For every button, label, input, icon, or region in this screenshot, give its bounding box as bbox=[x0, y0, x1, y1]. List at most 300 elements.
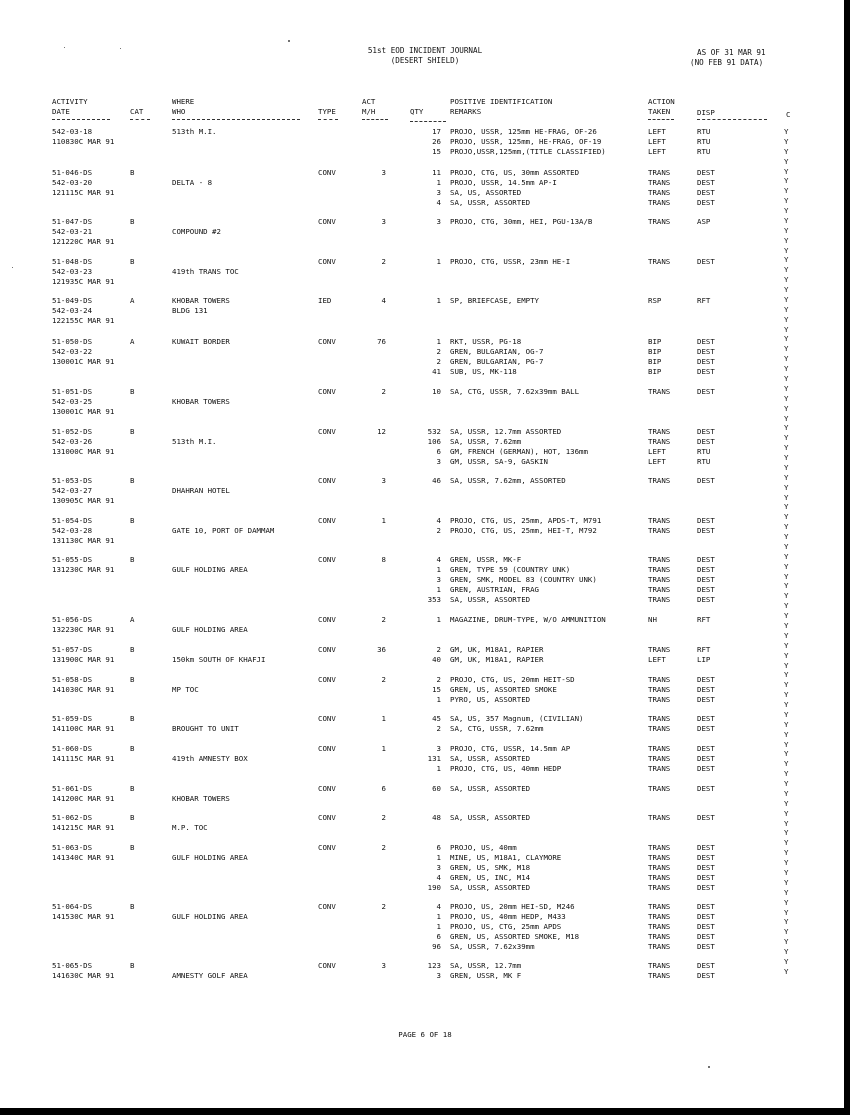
activity-date-cell: 141340C MAR 91 bbox=[52, 853, 115, 862]
activity-date-cell: 131230C MAR 91 bbox=[52, 565, 115, 574]
qty-cell: 6 bbox=[436, 843, 441, 852]
as-of-note: (NO FEB 91 DATA) bbox=[690, 58, 764, 67]
c-column-mark: Y bbox=[784, 897, 789, 907]
disposition-cell: DEST bbox=[697, 516, 715, 525]
identification-cell: RKT, USSR, PG-18 bbox=[450, 337, 522, 346]
identification-cell: SA, USSR, ASSORTED bbox=[450, 784, 531, 793]
qty-cell: 26 bbox=[432, 137, 441, 146]
page-number: PAGE 6 OF 18 bbox=[398, 1030, 452, 1039]
qty-cell: 3 bbox=[436, 457, 441, 466]
action-taken-cell: TRANS bbox=[648, 575, 671, 584]
identification-cell: PROJO, CTG, US, 20mm HEIT-SD bbox=[450, 675, 575, 684]
action-taken-cell: TRANS bbox=[648, 695, 671, 704]
type-cell: CONV bbox=[318, 813, 336, 822]
qty-cell: 1 bbox=[436, 296, 441, 305]
action-taken-cell: TRANS bbox=[648, 813, 671, 822]
header-underline bbox=[410, 121, 446, 123]
identification-cell: GREN, AUSTRIAN, FRAG bbox=[450, 585, 539, 594]
qty-cell: 3 bbox=[436, 744, 441, 753]
c-column-mark: Y bbox=[784, 858, 789, 868]
c-column-mark: Y bbox=[784, 828, 789, 838]
where-cell: KHOBAR TOWERS bbox=[172, 794, 230, 803]
c-column-mark: Y bbox=[784, 532, 789, 542]
activity-date-cell: 141115C MAR 91 bbox=[52, 754, 115, 763]
qty-cell: 2 bbox=[436, 675, 441, 684]
c-column-mark: Y bbox=[784, 739, 789, 749]
c-column-mark: Y bbox=[784, 660, 789, 670]
category-cell: B bbox=[130, 714, 135, 723]
c-column-mark: Y bbox=[784, 917, 789, 927]
qty-cell: 3 bbox=[436, 188, 441, 197]
activity-date-cell: 542-03-24 bbox=[52, 306, 93, 315]
act-mh-cell: 2 bbox=[381, 615, 386, 624]
type-cell: CONV bbox=[318, 744, 336, 753]
identification-cell: SA, USSR, 7.62mm bbox=[450, 437, 522, 446]
header-underline bbox=[648, 119, 674, 121]
header-cat: CAT bbox=[130, 107, 144, 116]
action-taken-cell: TRANS bbox=[648, 675, 671, 684]
qty-cell: 4 bbox=[436, 516, 441, 525]
act-mh-cell: 2 bbox=[381, 387, 386, 396]
activity-date-cell: 51-053-DS bbox=[52, 476, 93, 485]
act-mh-cell: 3 bbox=[381, 476, 386, 485]
action-taken-cell: LEFT bbox=[648, 655, 666, 664]
identification-cell: PROJO, CTG, USSR, 23mm HE-I bbox=[450, 257, 571, 266]
c-column-mark: Y bbox=[784, 215, 789, 225]
c-column-mark: Y bbox=[784, 492, 789, 502]
activity-date-cell: 542-03-27 bbox=[52, 486, 93, 495]
activity-date-cell: 542-03-21 bbox=[52, 227, 93, 236]
where-cell: DHAHRAN HOTEL bbox=[172, 486, 230, 495]
activity-date-cell: 121935C MAR 91 bbox=[52, 277, 115, 286]
identification-cell: PROJO, USSR, 125mm, HE-FRAG, OF-19 bbox=[450, 137, 602, 146]
activity-date-cell: 542-03-18 bbox=[52, 127, 93, 136]
qty-cell: 1 bbox=[436, 565, 441, 574]
identification-cell: GM, USSR, SA-9, GASKIN bbox=[450, 457, 548, 466]
category-cell: B bbox=[130, 516, 135, 525]
identification-cell: SA, CTG, USSR, 7.62x39mm BALL bbox=[450, 387, 580, 396]
type-cell: CONV bbox=[318, 784, 336, 793]
scan-speck bbox=[120, 48, 121, 49]
action-taken-cell: TRANS bbox=[648, 843, 671, 852]
qty-cell: 1 bbox=[436, 615, 441, 624]
type-cell: IED bbox=[318, 296, 332, 305]
activity-date-cell: 51-050-DS bbox=[52, 337, 93, 346]
identification-cell: SA, US, ASSORTED bbox=[450, 188, 522, 197]
qty-cell: 1 bbox=[436, 695, 441, 704]
qty-cell: 1 bbox=[436, 178, 441, 187]
activity-date-cell: 130001C MAR 91 bbox=[52, 357, 115, 366]
disposition-cell: RFT bbox=[697, 296, 711, 305]
c-column-mark: Y bbox=[784, 700, 789, 710]
category-cell: B bbox=[130, 813, 135, 822]
action-taken-cell: TRANS bbox=[648, 217, 671, 226]
category-cell: B bbox=[130, 902, 135, 911]
act-mh-cell: 2 bbox=[381, 843, 386, 852]
activity-date-cell: 141530C MAR 91 bbox=[52, 912, 115, 921]
disposition-cell: DEST bbox=[697, 675, 715, 684]
identification-cell: PROJO, USSR, 125mm HE-FRAG, OF-26 bbox=[450, 127, 597, 136]
activity-date-cell: 121220C MAR 91 bbox=[52, 237, 115, 246]
qty-cell: 353 bbox=[427, 595, 441, 604]
activity-date-cell: 141630C MAR 91 bbox=[52, 971, 115, 980]
header-underline bbox=[52, 119, 110, 121]
activity-date-cell: 51-046-DS bbox=[52, 168, 93, 177]
scan-speck bbox=[12, 267, 13, 268]
disposition-cell: DEST bbox=[697, 575, 715, 584]
act-mh-cell: 4 bbox=[381, 296, 386, 305]
identification-cell: PROJO, CTG, US, 25mm, APDS-T, M791 bbox=[450, 516, 602, 525]
type-cell: CONV bbox=[318, 615, 336, 624]
scan-speck bbox=[708, 1066, 710, 1068]
identification-cell: PROJO, US, 40mm HEDP, M433 bbox=[450, 912, 566, 921]
identification-cell: GREN, SMK, MODEL 83 (COUNTRY UNK) bbox=[450, 575, 597, 584]
identification-cell: SP, BRIEFCASE, EMPTY bbox=[450, 296, 539, 305]
header-taken: TAKEN bbox=[648, 107, 671, 116]
activity-date-cell: 51-059-DS bbox=[52, 714, 93, 723]
category-cell: B bbox=[130, 476, 135, 485]
act-mh-cell: 3 bbox=[381, 961, 386, 970]
where-cell: 150km SOUTH OF KHAFJI bbox=[172, 655, 266, 664]
identification-cell: SA, USSR, ASSORTED bbox=[450, 754, 531, 763]
activity-date-cell: 51-051-DS bbox=[52, 387, 93, 396]
activity-date-cell: 132230C MAR 91 bbox=[52, 625, 115, 634]
c-column-mark: Y bbox=[784, 245, 789, 255]
c-column-mark: Y bbox=[784, 225, 789, 235]
activity-date-cell: 51-064-DS bbox=[52, 902, 93, 911]
header-underline bbox=[697, 119, 767, 121]
action-taken-cell: TRANS bbox=[648, 764, 671, 773]
header-action: ACTION bbox=[648, 97, 675, 106]
c-column-mark: Y bbox=[784, 354, 789, 364]
action-taken-cell: TRANS bbox=[648, 565, 671, 574]
disposition-cell: DEST bbox=[697, 813, 715, 822]
identification-cell: PROJO, CTG, USSR, 14.5mm AP bbox=[450, 744, 571, 753]
c-column-mark: Y bbox=[784, 413, 789, 423]
disposition-cell: DEST bbox=[697, 883, 715, 892]
c-column-mark: Y bbox=[784, 472, 789, 482]
c-column-mark: Y bbox=[784, 206, 789, 216]
qty-cell: 1 bbox=[436, 585, 441, 594]
activity-date-cell: 141100C MAR 91 bbox=[52, 724, 115, 733]
as-of-date: AS OF 31 MAR 91 bbox=[697, 48, 766, 57]
action-taken-cell: TRANS bbox=[648, 387, 671, 396]
activity-date-cell: 121115C MAR 91 bbox=[52, 188, 115, 197]
c-column-mark: Y bbox=[784, 759, 789, 769]
action-taken-cell: TRANS bbox=[648, 168, 671, 177]
action-taken-cell: LEFT bbox=[648, 127, 666, 136]
identification-cell: GREN, US, ASSORTED SMOKE, M18 bbox=[450, 932, 580, 941]
c-column-mark: Y bbox=[784, 818, 789, 828]
identification-cell: PROJO, US, 20mm HEI-SD, M246 bbox=[450, 902, 575, 911]
action-taken-cell: TRANS bbox=[648, 744, 671, 753]
action-taken-cell: TRANS bbox=[648, 526, 671, 535]
action-taken-cell: TRANS bbox=[648, 645, 671, 654]
c-column-mark: Y bbox=[784, 769, 789, 779]
disposition-cell: DEST bbox=[697, 922, 715, 931]
action-taken-cell: TRANS bbox=[648, 912, 671, 921]
type-cell: CONV bbox=[318, 714, 336, 723]
identification-cell: SA, US, 357 Magnum, (CIVILIAN) bbox=[450, 714, 584, 723]
action-taken-cell: TRANS bbox=[648, 961, 671, 970]
disposition-cell: DEST bbox=[697, 188, 715, 197]
identification-cell: SA, USSR, ASSORTED bbox=[450, 595, 531, 604]
identification-cell: MINE, US, M18A1, CLAYMORE bbox=[450, 853, 562, 862]
action-taken-cell: LEFT bbox=[648, 147, 666, 156]
disposition-cell: DEST bbox=[697, 168, 715, 177]
disposition-cell: RFT bbox=[697, 645, 711, 654]
action-taken-cell: TRANS bbox=[648, 516, 671, 525]
act-mh-cell: 2 bbox=[381, 813, 386, 822]
c-column-mark: Y bbox=[784, 364, 789, 374]
header-positive-id: POSITIVE IDENTIFICATION bbox=[450, 97, 553, 106]
activity-date-cell: 51-058-DS bbox=[52, 675, 93, 684]
disposition-cell: RTU bbox=[697, 137, 711, 146]
activity-date-cell: 131130C MAR 91 bbox=[52, 536, 115, 545]
qty-cell: 123 bbox=[427, 961, 441, 970]
action-taken-cell: BIP bbox=[648, 357, 662, 366]
activity-date-cell: 542-03-23 bbox=[52, 267, 93, 276]
identification-cell: MAGAZINE, DRUM-TYPE, W/O AMMUNITION bbox=[450, 615, 606, 624]
c-column-mark: Y bbox=[784, 650, 789, 660]
where-cell: COMPOUND #2 bbox=[172, 227, 221, 236]
disposition-cell: DEST bbox=[697, 257, 715, 266]
action-taken-cell: TRANS bbox=[648, 585, 671, 594]
type-cell: CONV bbox=[318, 257, 336, 266]
header-who: WHO bbox=[172, 107, 186, 116]
disposition-cell: RTU bbox=[697, 127, 711, 136]
category-cell: B bbox=[130, 217, 135, 226]
c-column-mark: Y bbox=[784, 719, 789, 729]
action-taken-cell: TRANS bbox=[648, 883, 671, 892]
c-column-mark: Y bbox=[784, 848, 789, 858]
activity-date-cell: 130001C MAR 91 bbox=[52, 407, 115, 416]
identification-cell: GM, UK, M18A1, RAPIER bbox=[450, 655, 544, 664]
disposition-cell: DEST bbox=[697, 585, 715, 594]
disposition-cell: DEST bbox=[697, 476, 715, 485]
header-c: C bbox=[786, 110, 791, 119]
identification-cell: PROJO, CTG, US, 40mm HEDP bbox=[450, 764, 562, 773]
action-taken-cell: TRANS bbox=[648, 853, 671, 862]
c-column-mark: Y bbox=[784, 551, 789, 561]
c-column-mark: Y bbox=[784, 907, 789, 917]
header-underline bbox=[362, 119, 388, 121]
where-cell: BROUGHT TO UNIT bbox=[172, 724, 239, 733]
qty-cell: 15 bbox=[432, 685, 441, 694]
c-column-mark: Y bbox=[784, 176, 789, 186]
identification-cell: PROJO, CTG, 30mm, HEI, PGU-13A/B bbox=[450, 217, 593, 226]
qty-cell: 2 bbox=[436, 645, 441, 654]
type-cell: CONV bbox=[318, 516, 336, 525]
header-mh: M/H bbox=[362, 107, 376, 116]
qty-cell: 1 bbox=[436, 922, 441, 931]
c-column-mark: Y bbox=[784, 956, 789, 966]
c-column-mark: Y bbox=[784, 146, 789, 156]
qty-cell: 2 bbox=[436, 724, 441, 733]
disposition-cell: DEST bbox=[697, 912, 715, 921]
act-mh-cell: 6 bbox=[381, 784, 386, 793]
disposition-cell: DEST bbox=[697, 784, 715, 793]
identification-cell: PROJO,USSR,125mm,(TITLE CLASSIFIED) bbox=[450, 147, 606, 156]
c-column-mark: Y bbox=[784, 868, 789, 877]
c-column-mark: Y bbox=[784, 285, 789, 295]
identification-cell: GREN, US, ASSORTED SMOKE bbox=[450, 685, 557, 694]
type-cell: CONV bbox=[318, 902, 336, 911]
c-column-mark: Y bbox=[784, 709, 789, 719]
activity-date-cell: 542-03-28 bbox=[52, 526, 93, 535]
disposition-cell: DEST bbox=[697, 695, 715, 704]
act-mh-cell: 3 bbox=[381, 168, 386, 177]
qty-cell: 45 bbox=[432, 714, 441, 723]
type-cell: CONV bbox=[318, 645, 336, 654]
action-taken-cell: TRANS bbox=[648, 178, 671, 187]
action-taken-cell: TRANS bbox=[648, 724, 671, 733]
disposition-cell: RTU bbox=[697, 457, 711, 466]
header-date: DATE bbox=[52, 107, 70, 116]
qty-cell: 3 bbox=[436, 217, 441, 226]
c-column-mark: Y bbox=[784, 887, 789, 897]
header-where: WHERE bbox=[172, 97, 195, 106]
identification-cell: GREN, USSR, MK-F bbox=[450, 555, 522, 564]
action-taken-cell: TRANS bbox=[648, 257, 671, 266]
c-column-mark: Y bbox=[784, 136, 789, 146]
category-cell: B bbox=[130, 744, 135, 753]
action-taken-cell: TRANS bbox=[648, 922, 671, 931]
disposition-cell: DEST bbox=[697, 932, 715, 941]
c-column-mark: Y bbox=[784, 581, 789, 591]
action-taken-cell: TRANS bbox=[648, 555, 671, 564]
c-column-mark: Y bbox=[784, 482, 789, 492]
identification-cell: SA, USSR, 7.62x39mm bbox=[450, 942, 535, 951]
qty-cell: 1 bbox=[436, 912, 441, 921]
category-cell: B bbox=[130, 645, 135, 654]
category-cell: A bbox=[130, 337, 135, 346]
disposition-cell: DEST bbox=[697, 754, 715, 763]
action-taken-cell: TRANS bbox=[648, 863, 671, 872]
activity-date-cell: 51-054-DS bbox=[52, 516, 93, 525]
identification-cell: SA, CTG, USSR, 7.62mm bbox=[450, 724, 544, 733]
qty-cell: 3 bbox=[436, 575, 441, 584]
c-column-mark: Y bbox=[784, 502, 789, 512]
category-cell: B bbox=[130, 387, 135, 396]
c-column-mark: Y bbox=[784, 512, 789, 522]
type-cell: CONV bbox=[318, 961, 336, 970]
journal-title: 51st EOD INCIDENT JOURNAL bbox=[367, 46, 483, 55]
disposition-cell: DEST bbox=[697, 526, 715, 535]
identification-cell: GM, UK, M18A1, RAPIER bbox=[450, 645, 544, 654]
disposition-cell: LIP bbox=[697, 655, 711, 664]
action-taken-cell: TRANS bbox=[648, 437, 671, 446]
qty-cell: 131 bbox=[427, 754, 441, 763]
qty-cell: 3 bbox=[436, 971, 441, 980]
activity-date-cell: 51-063-DS bbox=[52, 843, 93, 852]
c-column-mark: Y bbox=[784, 561, 789, 571]
disposition-cell: DEST bbox=[697, 337, 715, 346]
qty-cell: 15 bbox=[432, 147, 441, 156]
c-column-mark: Y bbox=[784, 680, 789, 690]
qty-cell: 532 bbox=[427, 427, 441, 436]
where-cell: M.P. TOC bbox=[172, 823, 208, 832]
disposition-cell: DEST bbox=[697, 863, 715, 872]
category-cell: B bbox=[130, 843, 135, 852]
c-column-mark: Y bbox=[784, 166, 789, 176]
c-column-mark: Y bbox=[784, 314, 789, 324]
type-cell: CONV bbox=[318, 217, 336, 226]
qty-cell: 60 bbox=[432, 784, 441, 793]
disposition-cell: DEST bbox=[697, 853, 715, 862]
identification-cell: PROJO, CTG, US, 30mm ASSORTED bbox=[450, 168, 580, 177]
identification-cell: PYRO, US, ASSORTED bbox=[450, 695, 531, 704]
header-qty: QTY bbox=[410, 107, 424, 116]
qty-cell: 11 bbox=[432, 168, 441, 177]
c-column-mark: Y bbox=[784, 156, 789, 166]
c-column-mark: Y bbox=[784, 947, 789, 957]
activity-date-cell: 122155C MAR 91 bbox=[52, 316, 115, 325]
action-taken-cell: LEFT bbox=[648, 447, 666, 456]
header-underline bbox=[318, 119, 338, 121]
action-taken-cell: TRANS bbox=[648, 971, 671, 980]
action-taken-cell: LEFT bbox=[648, 457, 666, 466]
where-cell: 419th AMNESTY BOX bbox=[172, 754, 248, 763]
c-column-mark: Y bbox=[784, 690, 789, 700]
identification-cell: GREN, US, SMK, M18 bbox=[450, 863, 531, 872]
disposition-cell: DEST bbox=[697, 437, 715, 446]
action-taken-cell: TRANS bbox=[648, 685, 671, 694]
c-column-mark: Y bbox=[784, 443, 789, 453]
qty-cell: 1 bbox=[436, 257, 441, 266]
action-taken-cell: LEFT bbox=[648, 137, 666, 146]
c-column-mark: Y bbox=[784, 621, 789, 630]
c-column-mark: Y bbox=[784, 937, 789, 947]
activity-date-cell: 141200C MAR 91 bbox=[52, 794, 115, 803]
c-column-mark: Y bbox=[784, 779, 789, 789]
activity-date-cell: 542-03-26 bbox=[52, 437, 93, 446]
activity-date-cell: 141030C MAR 91 bbox=[52, 685, 115, 694]
type-cell: CONV bbox=[318, 168, 336, 177]
activity-date-cell: 51-061-DS bbox=[52, 784, 93, 793]
qty-cell: 2 bbox=[436, 526, 441, 535]
c-column-mark: Y bbox=[784, 423, 789, 433]
category-cell: A bbox=[130, 615, 135, 624]
c-column-mark: Y bbox=[784, 255, 789, 265]
identification-cell: SA, USSR, 7.62mm, ASSORTED bbox=[450, 476, 566, 485]
act-mh-cell: 36 bbox=[377, 645, 386, 654]
c-column-mark: Y bbox=[784, 601, 789, 611]
c-column-mark: Y bbox=[784, 275, 789, 285]
qty-cell: 96 bbox=[432, 942, 441, 951]
type-cell: CONV bbox=[318, 675, 336, 684]
c-column-mark: Y bbox=[784, 877, 789, 887]
c-column-mark: Y bbox=[784, 383, 789, 393]
action-taken-cell: TRANS bbox=[648, 942, 671, 951]
c-column-mark: Y bbox=[784, 462, 789, 472]
c-column-mark: Y bbox=[784, 235, 789, 245]
identification-cell: SA, USSR, 12.7mm bbox=[450, 961, 522, 970]
qty-cell: 3 bbox=[436, 863, 441, 872]
qty-cell: 4 bbox=[436, 555, 441, 564]
identification-cell: GREN, BULGARIAN, PG-7 bbox=[450, 357, 544, 366]
qty-cell: 190 bbox=[427, 883, 441, 892]
action-taken-cell: TRANS bbox=[648, 754, 671, 763]
where-cell: DELTA - 8 bbox=[172, 178, 213, 187]
disposition-cell: DEST bbox=[697, 685, 715, 694]
identification-cell: PROJO, USSR, 14.5mm AP-I bbox=[450, 178, 557, 187]
disposition-cell: DEST bbox=[697, 387, 715, 396]
act-mh-cell: 12 bbox=[377, 427, 386, 436]
c-column-mark: Y bbox=[784, 304, 789, 314]
identification-cell: SA, USSR, ASSORTED bbox=[450, 883, 531, 892]
where-cell: GATE 10, PORT OF DAMMAM bbox=[172, 526, 275, 535]
